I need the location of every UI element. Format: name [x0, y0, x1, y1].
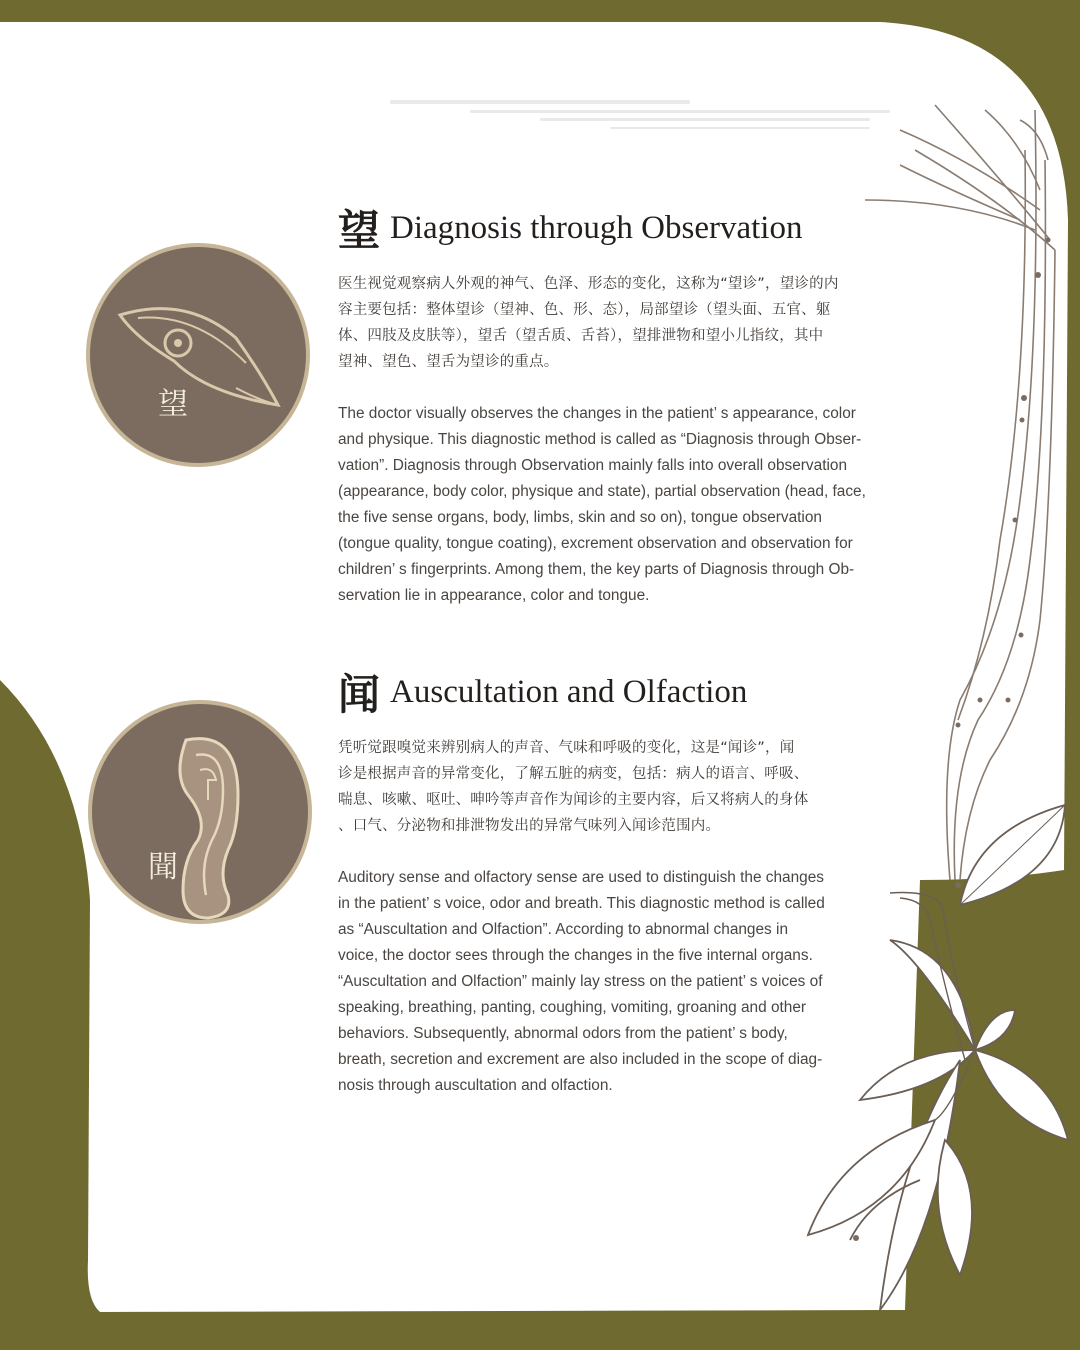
zh-line: 望神、望色、望舌为望诊的重点。: [338, 354, 559, 370]
title-en: Diagnosis through Observation: [390, 209, 803, 246]
en-line: (appearance, body color, physique and state), partial observation (head, face,: [338, 483, 866, 500]
zh-paragraph: [338, 271, 868, 375]
en-line: children’ s fingerprints. Among them, the key parts of Diagnosis through Ob-: [338, 561, 855, 578]
en-line: speaking, breathing, panting, coughing, vomiting, groaning and other: [338, 999, 807, 1016]
icon-circle-observation: [86, 243, 310, 467]
zh-line: 凭听觉跟嗅觉来辨别病人的声音、气味和呼吸的变化，这是“闻诊”，闻: [338, 740, 795, 756]
section-observation: [338, 198, 868, 609]
en-line: as “Auscultation and Olfaction”. According to abnormal changes in: [338, 921, 789, 938]
zh-line: 诊是根据声音的异常变化，了解五脏的病变，包括：病人的语言、呼吸、: [338, 766, 809, 782]
circle-char-auscultation: 聞: [148, 850, 178, 885]
eye-icon: [86, 243, 310, 467]
title-en: Auscultation and Olfaction: [390, 673, 748, 710]
section-title: [338, 662, 868, 722]
en-paragraph: [338, 401, 868, 609]
en-line: vation”. Diagnosis through Observation mainly falls into overall observation: [338, 457, 848, 474]
section-title: [338, 198, 868, 258]
zh-line: 容主要包括：整体望诊（望神、色、形、态），局部望诊（望头面、五官、躯: [338, 302, 831, 318]
en-line: behaviors. Subsequently, abnormal odors from the patient’ s body,: [338, 1025, 788, 1042]
zh-line: 喘息、咳嗽、呕吐、呻吟等声音作为闻诊的主要内容，后又将病人的身体: [338, 792, 809, 808]
en-paragraph: [338, 865, 868, 1099]
zh-line: 医生视觉观察病人外观的神气、色泽、形态的变化，这称为“望诊”，望诊的内: [338, 276, 839, 292]
zh-line: 体、四肢及皮肤等），望舌（望舌质、舌苔），望排泄物和望小儿指纹，其中: [338, 328, 824, 344]
section-auscultation: [338, 662, 868, 1099]
zh-paragraph: [338, 735, 868, 839]
en-line: voice, the doctor sees through the changes in the five internal organs.: [338, 947, 813, 964]
en-line: and physique. This diagnostic method is called as “Diagnosis through Obser-: [338, 431, 862, 448]
title-cn: 望: [338, 206, 381, 255]
en-line: breath, secretion and excrement are also included in the scope of diag-: [338, 1051, 823, 1068]
title-cn: 闻: [338, 670, 381, 719]
en-line: servation lie in appearance, color and tongue.: [338, 587, 650, 604]
en-line: in the patient’ s voice, odor and breath. This diagnostic method is called: [338, 895, 825, 912]
en-line: “Auscultation and Olfaction” mainly lay stress on the patient’ s voices of: [338, 973, 823, 990]
circle-char-observation: 望: [158, 387, 188, 422]
ear-icon: [88, 700, 312, 924]
en-line: the five sense organs, body, limbs, skin and so on), tongue observation: [338, 509, 822, 526]
icon-circle-auscultation: [88, 700, 312, 924]
en-line: nosis through auscultation and olfaction.: [338, 1077, 613, 1094]
en-line: The doctor visually observes the changes in the patient’ s appearance, color: [338, 405, 856, 422]
zh-line: 、口气、分泌物和排泄物发出的异常气味列入闻诊范围内。: [338, 818, 721, 834]
en-line: Auditory sense and olfactory sense are used to distinguish the changes: [338, 869, 824, 886]
en-line: (tongue quality, tongue coating), excrement observation and observation for: [338, 535, 853, 552]
